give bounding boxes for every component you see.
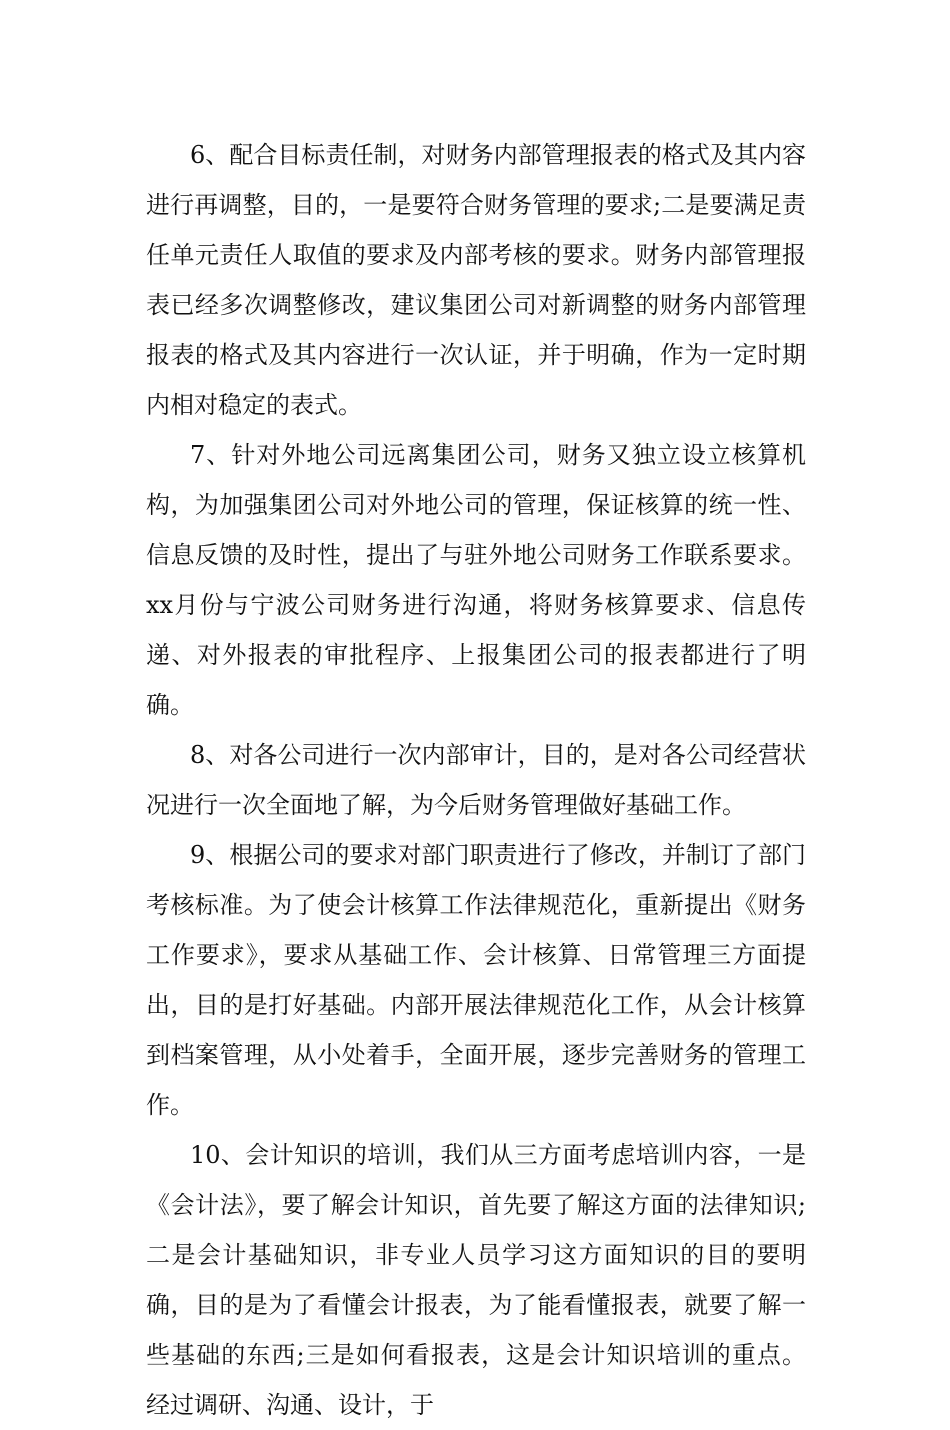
paragraph-item-8: 8、对各公司进行一次内部审计，目的，是对各公司经营状况进行一次全面地了解，为今后财务管理做好基础工作。 <box>146 741 806 819</box>
document-body <box>146 130 806 1430</box>
paragraph-item-10: 10、会计知识的培训，我们从三方面考虑培训内容，一是《会计法》，要了解会计知识，首先要了解这方面的法律知识;二是会计基础知识，非专业人员学习这方面知识的目的要明确，目的是为了看懂会计报表，为了能看懂报表，就要了解一些基础的东西;三是如何看报表，这是会计知识培训的重点。 经过调研、沟通、设计，于 <box>146 1141 806 1419</box>
paragraph-item-6: 6、配合目标责任制，对财务内部管理报表的格式及其内容进行再调整，目的，一是要符合财务管理的要求;二是要满足责任单元责任人取值的要求及内部考核的要求。财务内部管理报表已经多次调整修改，建议集团公司对新调整的财务内部管理报表的格式及其内容进行一次认证，并于明确，作为一定时期内相对稳定的表式。 <box>146 141 806 419</box>
paragraph-item-9: 9、根据公司的要求对部门职责进行了修改，并制订了部门考核标准。为了使会计核算工作法律规范化，重新提出《财务工作要求》，要求从基础工作、会计核算、日常管理三方面提出，目的是打好基础。内部开展法律规范化工作，从会计核算到档案管理，从小处着手，全面开展，逐步完善财务的管理工作。 <box>146 841 806 1119</box>
paragraph-item-7: 7、针对外地公司远离集团公司，财务又独立设立核算机构，为加强集团公司对外地公司的管理，保证核算的统一性、信息反馈的及时性，提出了与驻外地公司财务工作联系要求。xx月份与宁波公司财务进行沟通，将财务核算要求、信息传递、对外报表的审批程序、上报集团公司的报表都进行了明确。 <box>146 441 806 719</box>
